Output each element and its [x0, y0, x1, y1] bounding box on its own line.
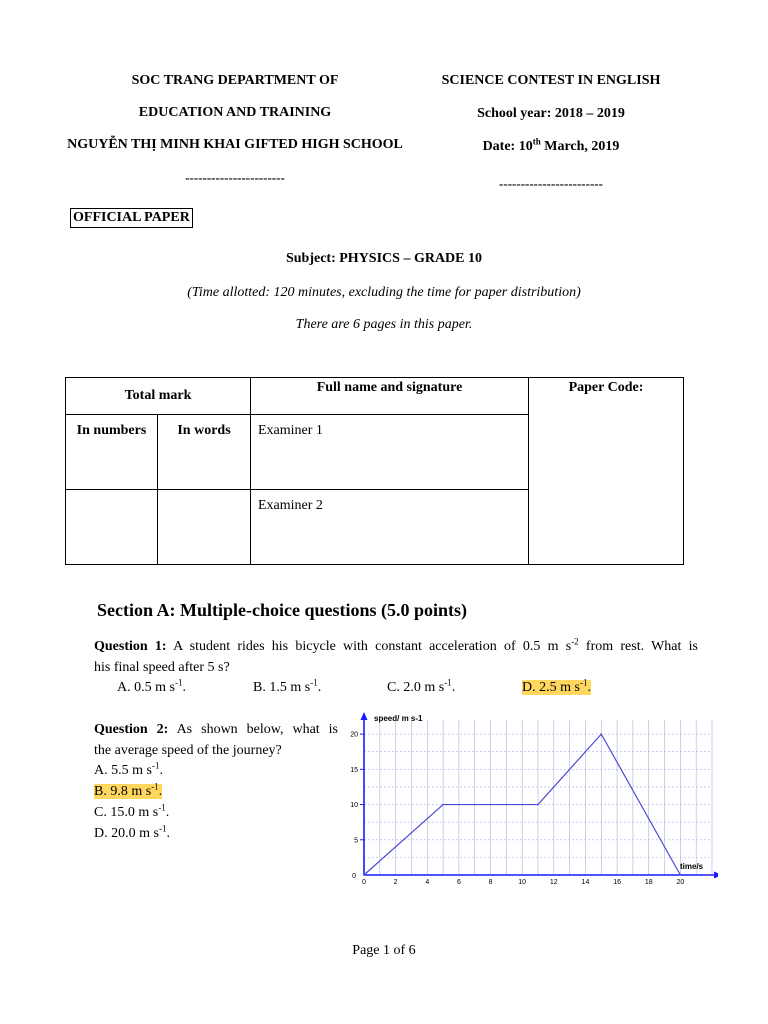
x-tick-label: 12: [549, 879, 558, 886]
data-point: [600, 733, 602, 735]
question-1: Question 1: A student rides his bicycle with constant acceleration of 0.5 m $s^{-2}$ from rest. What is his final speed after 5 s?: [94, 636, 698, 675]
q1-option-a[interactable]: A. 0.5 m $s^{-1}$.: [117, 677, 186, 695]
grid-layer: [364, 720, 712, 875]
q2-option-d[interactable]: D. 20.0 m $s^{-1}$.: [94, 823, 170, 841]
q2-option-b[interactable]: B. 9.8 m $s^{-1}$.: [94, 781, 163, 799]
q1-option-c[interactable]: C. 2.0 m $s^{-1}$.: [387, 677, 456, 695]
section-a-heading: Section A: Multiple-choice questions (5.0 points): [97, 600, 468, 620]
x-tick-label: 20: [676, 879, 685, 886]
page-number: Page 1 of 6: [352, 943, 416, 958]
data-point: [680, 874, 682, 876]
contest-title: SCIENCE CONTEST IN ENGLISH: [441, 73, 661, 88]
x-axis-label: time/s: [680, 862, 704, 871]
x-axis-arrow: [714, 872, 718, 879]
examiner-1-cell: Examiner 1: [251, 415, 529, 490]
official-paper-label: OFFICIAL PAPER: [70, 208, 193, 228]
x-tick-label: 8: [488, 879, 493, 886]
school-year: School year: 2018 – 2019: [477, 106, 625, 121]
q1-option-d[interactable]: D. 2.5 m $s^{-1}$.: [522, 677, 591, 695]
department-line-2: EDUCATION AND TRAINING: [138, 105, 332, 120]
x-tick-label: 14: [581, 879, 590, 886]
y-tick-label: 5: [354, 837, 358, 845]
x-tick-label: 16: [613, 879, 621, 886]
contest-date: Date: 10th March, 2019: [482, 136, 620, 154]
y-axis-label: speed/ m s-1: [374, 714, 423, 723]
in-numbers-header: In numbers: [66, 415, 158, 490]
speed-time-graph: [340, 708, 718, 890]
numbers-mark-cell: [66, 490, 158, 565]
y-axis-arrow: [361, 712, 368, 720]
page-count-note: There are 6 pages in this paper.: [295, 317, 473, 332]
subject-line: Subject: PHYSICS – GRADE 10: [285, 251, 482, 266]
examiner-2-cell: Examiner 2: [251, 490, 529, 565]
in-words-header: In words: [158, 415, 251, 490]
x-tick-label: 18: [644, 879, 653, 886]
x-tick-label: 10: [518, 879, 527, 886]
marks-table: [65, 377, 684, 565]
y-tick-label: 10: [350, 802, 358, 810]
school-name: NGUYỄN THỊ MINH KHAI GIFTED HIGH SCHOOL: [67, 137, 403, 152]
x-tick-label: 0: [362, 879, 366, 886]
x-tick-label: 6: [456, 879, 461, 886]
data-point: [363, 874, 365, 876]
y-tick-label: 0: [352, 873, 356, 880]
x-tick-label: 2: [393, 879, 398, 886]
left-divider: -----------------------: [185, 170, 285, 185]
words-mark-cell: [158, 490, 251, 565]
full-name-header: Full name and signature: [251, 378, 529, 415]
department-line-1: SOC TRANG DEPARTMENT OF: [131, 73, 339, 88]
data-point: [442, 804, 444, 806]
q2-option-a[interactable]: A. 5.5 m $s^{-1}$.: [94, 760, 163, 778]
q1-option-b[interactable]: B. 1.5 m $s^{-1}$.: [253, 677, 322, 695]
y-tick-label: 15: [350, 766, 358, 774]
tick-labels: [350, 732, 684, 886]
right-divider: ------------------------: [499, 176, 603, 191]
y-tick-label: 20: [350, 731, 358, 739]
time-allotted: (Time allotted: 120 minutes, excluding the time for paper distribution): [187, 285, 581, 300]
question-2: Question 2: As shown below, what is the average speed of the journey?: [94, 722, 339, 758]
data-point: [537, 804, 539, 806]
paper-code-cell: Paper Code:: [529, 378, 684, 565]
total-mark-header: Total mark: [66, 378, 251, 415]
q2-option-c[interactable]: C. 15.0 m $s^{-1}$.: [94, 802, 170, 820]
x-tick-label: 4: [425, 879, 430, 886]
